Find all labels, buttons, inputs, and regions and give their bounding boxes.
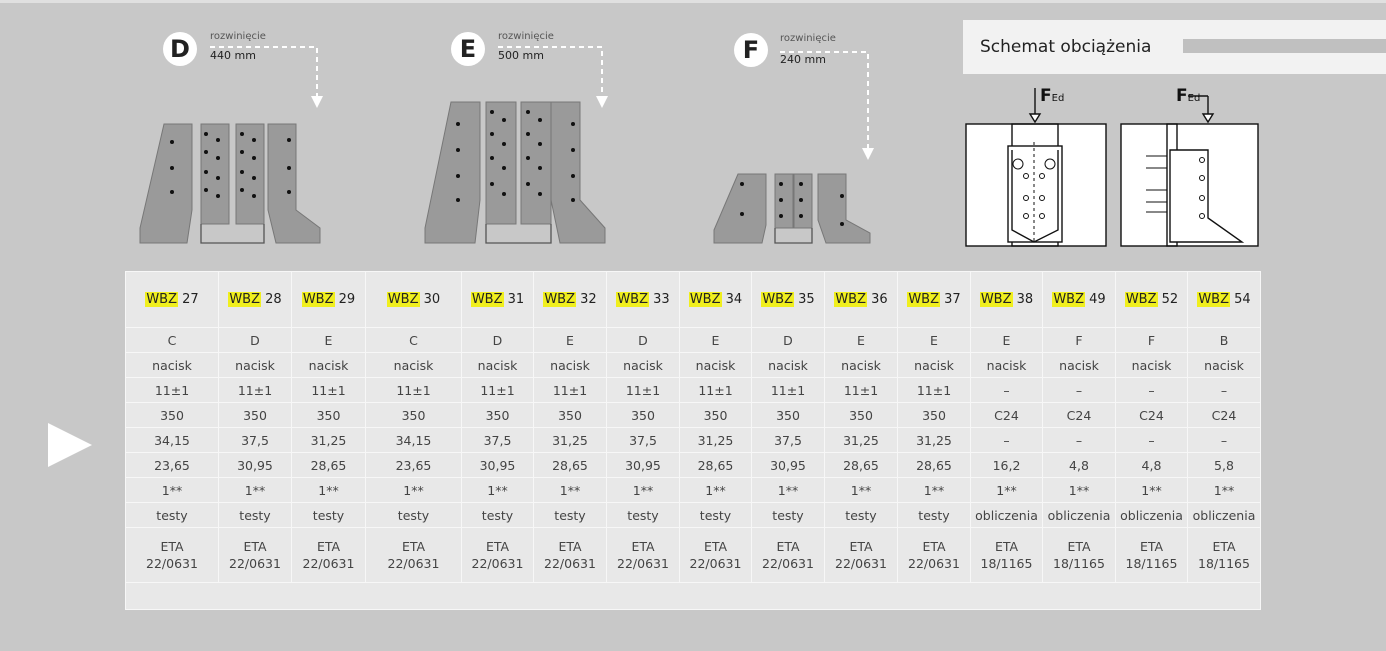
table-cell: 4,8 — [1043, 453, 1116, 478]
product-code-header — [971, 272, 1043, 328]
table-footer-row — [126, 583, 1261, 610]
approval-cell — [292, 528, 366, 583]
table-cell: 28,65 — [680, 453, 752, 478]
table-cell: 34,15 — [366, 428, 462, 453]
wbz-prefix: WBZ — [229, 292, 260, 307]
approval-number: 18/1165 — [1198, 556, 1250, 571]
table-cell: obliczenia — [1043, 503, 1116, 528]
table-cell: 11±1 — [898, 378, 971, 403]
table-cell: 23,65 — [366, 453, 462, 478]
play-arrow-icon[interactable] — [48, 423, 92, 467]
approval-number: 22/0631 — [302, 556, 355, 571]
table-cell: – — [1188, 428, 1261, 453]
table-cell: – — [971, 378, 1043, 403]
approval-number: 22/0631 — [471, 556, 524, 571]
table-cell: 11±1 — [292, 378, 366, 403]
table-cell: D — [607, 328, 680, 353]
table-cell: F — [1043, 328, 1116, 353]
table-header-row — [126, 272, 1261, 328]
approval-cell — [1116, 528, 1188, 583]
table-cell: 1** — [1188, 478, 1261, 503]
approval-number: 22/0631 — [229, 556, 281, 571]
table-cell: 350 — [898, 403, 971, 428]
approval-cell — [1043, 528, 1116, 583]
table-cell: nacisk — [292, 353, 366, 378]
table-cell: 1** — [462, 478, 534, 503]
approval-type: ETA — [1212, 539, 1236, 554]
approval-number: 22/0631 — [387, 556, 440, 571]
table-row — [126, 328, 1261, 353]
approval-type: ETA — [776, 539, 800, 554]
table-cell: 1** — [607, 478, 680, 503]
product-code-header — [825, 272, 898, 328]
table-cell: D — [462, 328, 534, 353]
product-number: 49 — [1089, 292, 1106, 307]
table-cell: obliczenia — [1188, 503, 1261, 528]
product-code-header — [1188, 272, 1261, 328]
table-cell: nacisk — [1116, 353, 1188, 378]
approval-type: ETA — [316, 539, 341, 554]
diagram-value: 500 mm — [498, 49, 544, 62]
table-cell: C — [366, 328, 462, 353]
approval-cell — [366, 528, 462, 583]
table-cell: 11±1 — [752, 378, 825, 403]
table-cell: 31,25 — [680, 428, 752, 453]
wbz-prefix: WBZ — [617, 292, 648, 307]
table-cell: 31,25 — [898, 428, 971, 453]
table-cell: testy — [752, 503, 825, 528]
approval-number: 22/0631 — [908, 556, 960, 571]
table-cell: testy — [126, 503, 219, 528]
approval-number: 22/0631 — [689, 556, 742, 571]
product-number: 52 — [1161, 292, 1179, 307]
table-cell: testy — [292, 503, 366, 528]
table-row — [126, 428, 1261, 453]
table-cell: 1** — [898, 478, 971, 503]
table-cell: 11±1 — [366, 378, 462, 403]
diagram-value: 240 mm — [780, 53, 826, 66]
table-cell: 11±1 — [607, 378, 680, 403]
table-cell: 11±1 — [534, 378, 607, 403]
table-cell: C — [126, 328, 219, 353]
product-number: 27 — [182, 292, 199, 307]
table-row — [126, 478, 1261, 503]
table-cell: 1** — [366, 478, 462, 503]
table-cell: 350 — [680, 403, 752, 428]
table-row — [126, 378, 1261, 403]
approval-type: ETA — [485, 539, 510, 554]
table-cell: 37,5 — [752, 428, 825, 453]
table-cell: D — [219, 328, 292, 353]
approval-type: ETA — [401, 539, 426, 554]
table-cell: E — [971, 328, 1043, 353]
load-scheme-drawing — [960, 80, 1270, 255]
approval-type: ETA — [1139, 539, 1164, 554]
table-cell: 1** — [219, 478, 292, 503]
table-cell: 11±1 — [462, 378, 534, 403]
table-cell: 1** — [971, 478, 1043, 503]
table-cell: testy — [462, 503, 534, 528]
wbz-prefix: WBZ — [471, 292, 503, 307]
table-cell: E — [680, 328, 752, 353]
product-code-header — [219, 272, 292, 328]
table-cell: – — [1116, 428, 1188, 453]
table-cell: B — [1188, 328, 1261, 353]
table-cell: – — [1188, 378, 1261, 403]
product-number: 32 — [580, 292, 597, 307]
table-cell: nacisk — [825, 353, 898, 378]
table-cell: 1** — [534, 478, 607, 503]
table-cell: testy — [898, 503, 971, 528]
diagram-value: 440 mm — [210, 49, 256, 62]
wbz-prefix: WBZ — [387, 292, 419, 307]
table-cell: 350 — [292, 403, 366, 428]
table-cell: 31,25 — [825, 428, 898, 453]
table-cell: F — [1116, 328, 1188, 353]
approval-cell — [825, 528, 898, 583]
product-code-header — [898, 272, 971, 328]
product-number: 37 — [944, 292, 961, 307]
approval-cell — [534, 528, 607, 583]
product-number: 38 — [1016, 292, 1034, 307]
wbz-prefix: WBZ — [1125, 292, 1157, 307]
product-code-header — [1116, 272, 1188, 328]
table-cell: C24 — [1188, 403, 1261, 428]
table-cell: 4,8 — [1116, 453, 1188, 478]
table-cell: C24 — [971, 403, 1043, 428]
approval-cell — [126, 528, 219, 583]
diagram-letter: D — [163, 32, 197, 66]
table-footer-cell — [126, 583, 1261, 610]
table-cell: D — [752, 328, 825, 353]
table-cell: E — [825, 328, 898, 353]
table-cell: nacisk — [971, 353, 1043, 378]
load-scheme-bar — [1183, 39, 1386, 53]
product-code-header — [292, 272, 366, 328]
wbz-prefix: WBZ — [762, 292, 793, 307]
table-cell: 30,95 — [752, 453, 825, 478]
product-code-header — [462, 272, 534, 328]
table-cell: 31,25 — [534, 428, 607, 453]
table-cell: 11±1 — [126, 378, 219, 403]
approval-type: ETA — [994, 539, 1019, 554]
table-row — [126, 353, 1261, 378]
table-row-approval — [126, 528, 1261, 583]
approval-type: ETA — [160, 539, 184, 554]
wbz-prefix: WBZ — [146, 292, 177, 307]
table-cell: testy — [825, 503, 898, 528]
table-cell: nacisk — [1043, 353, 1116, 378]
approval-cell — [752, 528, 825, 583]
wbz-prefix: WBZ — [544, 292, 575, 307]
table-cell: 1** — [292, 478, 366, 503]
approval-number: 18/1165 — [980, 556, 1033, 571]
table-cell: testy — [534, 503, 607, 528]
table-cell: 11±1 — [825, 378, 898, 403]
approval-cell — [971, 528, 1043, 583]
table-cell: 350 — [752, 403, 825, 428]
product-number: 31 — [507, 292, 525, 307]
table-cell: 11±1 — [680, 378, 752, 403]
table-cell: testy — [680, 503, 752, 528]
table-cell: nacisk — [219, 353, 292, 378]
table-cell: – — [1116, 378, 1188, 403]
product-number: 30 — [423, 292, 441, 307]
table-cell: nacisk — [752, 353, 825, 378]
table-cell: nacisk — [462, 353, 534, 378]
approval-number: 22/0631 — [762, 556, 814, 571]
approval-type: ETA — [703, 539, 728, 554]
table-cell: 28,65 — [534, 453, 607, 478]
table-cell: 37,5 — [607, 428, 680, 453]
approval-type: ETA — [1067, 539, 1091, 554]
approval-number: 22/0631 — [617, 556, 669, 571]
table-cell: 11±1 — [219, 378, 292, 403]
table-cell: E — [292, 328, 366, 353]
product-number: 29 — [338, 292, 356, 307]
table-cell: 350 — [825, 403, 898, 428]
wbz-prefix: WBZ — [1053, 292, 1084, 307]
table-cell: E — [898, 328, 971, 353]
table-cell: C24 — [1116, 403, 1188, 428]
approval-number: 22/0631 — [146, 556, 198, 571]
table-cell: 28,65 — [898, 453, 971, 478]
table-cell: 5,8 — [1188, 453, 1261, 478]
product-number: 35 — [798, 292, 815, 307]
table-cell: testy — [219, 503, 292, 528]
table-cell: nacisk — [126, 353, 219, 378]
table-cell: 30,95 — [607, 453, 680, 478]
table-cell: 1** — [752, 478, 825, 503]
approval-type: ETA — [849, 539, 873, 554]
load-scheme-title: Schemat obciążenia — [980, 37, 1152, 57]
product-number: 33 — [653, 292, 670, 307]
table-cell: 28,65 — [825, 453, 898, 478]
approval-type: ETA — [558, 539, 582, 554]
approval-cell — [680, 528, 752, 583]
table-cell: 350 — [366, 403, 462, 428]
table-cell: – — [1043, 378, 1116, 403]
table-cell: 1** — [1116, 478, 1188, 503]
table-cell: E — [534, 328, 607, 353]
table-cell: 350 — [462, 403, 534, 428]
force-label-right: FEd — [1176, 86, 1201, 106]
table-cell: 350 — [534, 403, 607, 428]
table-cell: 30,95 — [219, 453, 292, 478]
table-cell: C24 — [1043, 403, 1116, 428]
wbz-prefix: WBZ — [689, 292, 721, 307]
table-cell: 37,5 — [219, 428, 292, 453]
approval-type: ETA — [243, 539, 267, 554]
table-cell: nacisk — [898, 353, 971, 378]
table-row — [126, 503, 1261, 528]
product-code-header — [607, 272, 680, 328]
product-code-header — [366, 272, 462, 328]
product-code-header — [126, 272, 219, 328]
approval-number: 18/1165 — [1053, 556, 1105, 571]
approval-type: ETA — [631, 539, 655, 554]
diagram-label: rozwinięcie — [780, 33, 836, 44]
table-cell: obliczenia — [1116, 503, 1188, 528]
diagram-label: rozwinięcie — [498, 31, 554, 42]
table-row — [126, 403, 1261, 428]
product-number: 34 — [725, 292, 743, 307]
product-number: 36 — [871, 292, 888, 307]
table-cell: 31,25 — [292, 428, 366, 453]
table-cell: nacisk — [534, 353, 607, 378]
wbz-prefix: WBZ — [1198, 292, 1229, 307]
table-cell: 37,5 — [462, 428, 534, 453]
wbz-prefix: WBZ — [980, 292, 1012, 307]
table-cell: – — [971, 428, 1043, 453]
diagram-letter: F — [734, 33, 768, 67]
approval-type: ETA — [922, 539, 946, 554]
table-cell: 16,2 — [971, 453, 1043, 478]
table-cell: 30,95 — [462, 453, 534, 478]
table-cell: 1** — [825, 478, 898, 503]
table-cell: 1** — [126, 478, 219, 503]
table-cell: 350 — [126, 403, 219, 428]
approval-cell — [462, 528, 534, 583]
hanger-drawings — [0, 0, 960, 260]
table-cell: nacisk — [607, 353, 680, 378]
table-cell: nacisk — [680, 353, 752, 378]
approval-cell — [1188, 528, 1261, 583]
product-number: 54 — [1234, 292, 1251, 307]
product-table — [125, 271, 1261, 610]
wbz-prefix: WBZ — [302, 292, 334, 307]
table-cell: 1** — [680, 478, 752, 503]
product-code-header — [680, 272, 752, 328]
approval-cell — [898, 528, 971, 583]
table-cell: 28,65 — [292, 453, 366, 478]
table-cell: 34,15 — [126, 428, 219, 453]
wbz-prefix: WBZ — [835, 292, 866, 307]
table-row — [126, 453, 1261, 478]
diagram-label: rozwinięcie — [210, 31, 266, 42]
approval-number: 22/0631 — [835, 556, 887, 571]
table-cell: 350 — [607, 403, 680, 428]
approval-cell — [607, 528, 680, 583]
table-cell: testy — [607, 503, 680, 528]
diagram-letter: E — [451, 32, 485, 66]
table-cell: nacisk — [1188, 353, 1261, 378]
table-cell: 350 — [219, 403, 292, 428]
table-cell: obliczenia — [971, 503, 1043, 528]
approval-number: 18/1165 — [1125, 556, 1178, 571]
table-cell: – — [1043, 428, 1116, 453]
product-code-header — [1043, 272, 1116, 328]
wbz-prefix: WBZ — [908, 292, 939, 307]
force-label-left: FEd — [1040, 86, 1065, 106]
table-cell: nacisk — [366, 353, 462, 378]
approval-cell — [219, 528, 292, 583]
approval-number: 22/0631 — [544, 556, 596, 571]
product-number: 28 — [265, 292, 282, 307]
product-code-header — [752, 272, 825, 328]
table-cell: 1** — [1043, 478, 1116, 503]
table-cell: 23,65 — [126, 453, 219, 478]
product-code-header — [534, 272, 607, 328]
table-cell: testy — [366, 503, 462, 528]
